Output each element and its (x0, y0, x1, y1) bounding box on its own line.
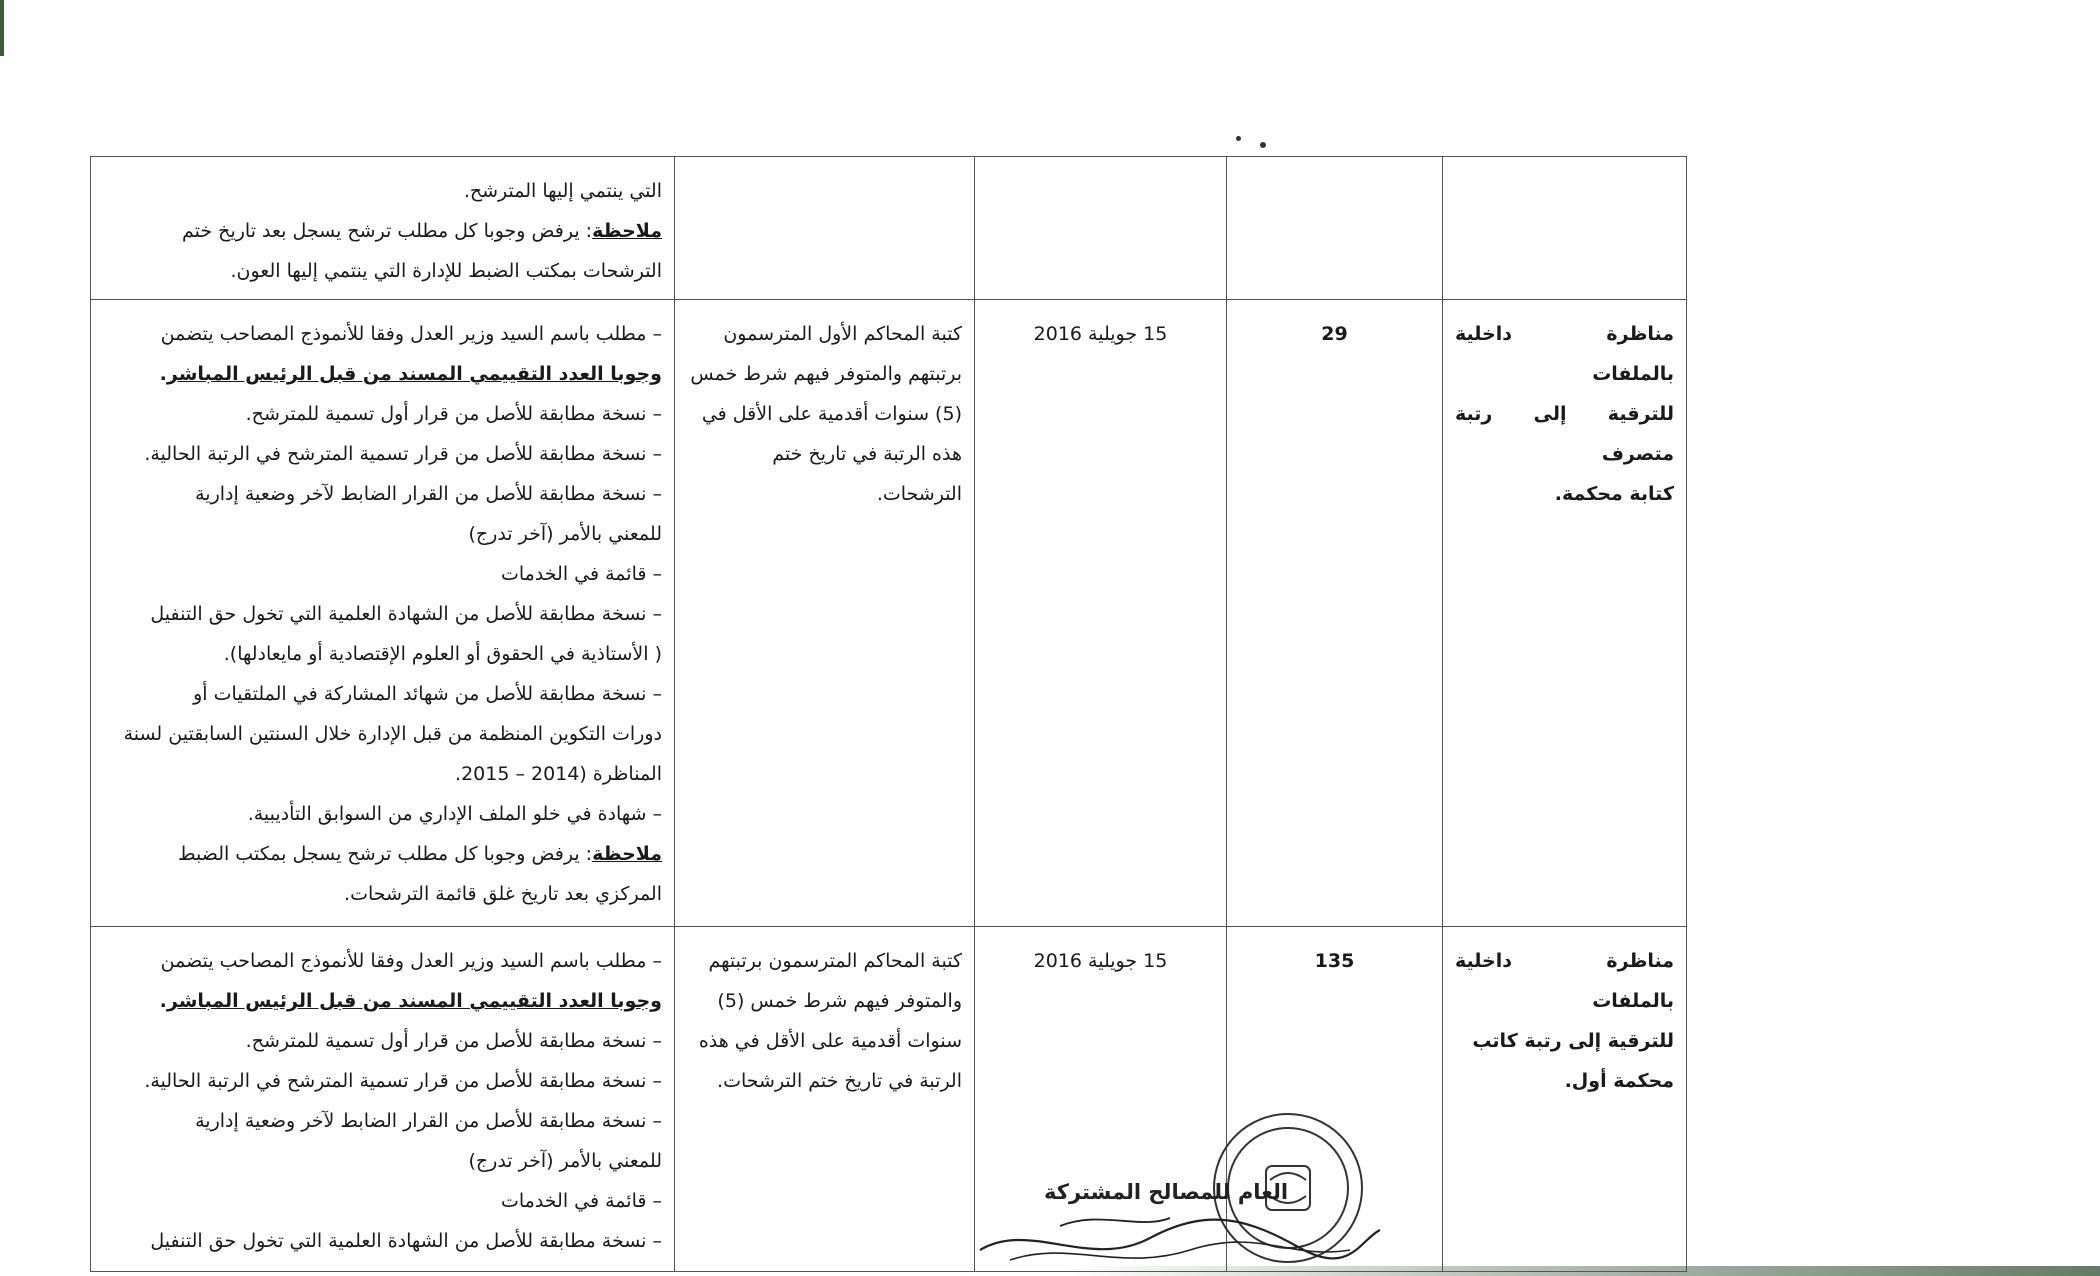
condition-line: (5) سنوات أقدمية على الأقل في (701, 403, 962, 425)
competition-name-line: للترقية إلى رتبة كاتب (1472, 1030, 1674, 1052)
posts-count-cell: 135 (1227, 927, 1443, 1272)
speck (1260, 142, 1266, 148)
competition-name-cell (1443, 927, 1687, 1272)
table-row (91, 927, 1687, 1272)
posts-count-cell: 29 (1227, 300, 1443, 927)
document-line (103, 314, 662, 354)
document-line (103, 874, 662, 914)
document-line (103, 171, 662, 211)
document-text: المركزي بعد تاريخ غلق قائمة الترشحات. (344, 883, 662, 905)
document-text: للمعني بالأمر (آخر تدرج) (468, 1150, 662, 1172)
note-label: ملاحظة (592, 843, 662, 865)
document-line (103, 674, 662, 714)
document-text: – نسخة مطابقة للأصل من الشهادة العلمية التي تخول حق التنفيل (150, 1230, 662, 1252)
document-text: – نسخة مطابقة للأصل من القرار الضابط لآخر وضعية إدارية (195, 1110, 662, 1132)
signature-title: العام للمصالح المشتركة (1044, 1180, 1289, 1204)
document-line (103, 434, 662, 474)
document-line (103, 1101, 662, 1141)
condition-line: كتبة المحاكم المترسمون برتبتهم (708, 950, 962, 972)
underlined-requirement: وجوبا العدد التقييمي المسند من قبل الرئيس المباشر (166, 990, 662, 1012)
eligibility-conditions-cell (675, 300, 975, 927)
eligibility-conditions-cell (675, 927, 975, 1272)
condition-line: برتبتهم والمتوفر فيهم شرط خمس (690, 363, 962, 385)
document-text: – مطلب باسم السيد وزير العدل وفقا للأنموذج المصاحب يتضمن (160, 323, 662, 345)
condition-line: هذه الرتبة في تاريخ ختم (772, 443, 962, 465)
document-line (103, 514, 662, 554)
document-line (103, 981, 662, 1021)
deadline-date-cell: 15 جويلية 2016 (975, 300, 1227, 927)
document-text: – نسخة مطابقة للأصل من قرار أول تسمية للمترشح. (245, 403, 662, 425)
document-text: المناظرة (2014 – 2015. (455, 763, 662, 785)
document-text: – نسخة مطابقة للأصل من الشهادة العلمية التي تخول حق التنفيل (150, 603, 662, 625)
document-line (103, 941, 662, 981)
document-line (103, 1221, 662, 1261)
document-text: – قائمة في الخدمات (500, 1190, 662, 1212)
document-line (103, 211, 662, 251)
competition-name-line: للترقية إلى رتبة متصرف (1455, 403, 1674, 465)
document-text: – نسخة مطابقة للأصل من القرار الضابط لآخر وضعية إدارية (195, 483, 662, 505)
document-text: – شهادة في خلو الملف الإداري من السوابق التأديبية. (247, 803, 662, 825)
document-text: – قائمة في الخدمات (500, 563, 662, 585)
required-documents-cell (91, 300, 675, 927)
document-text: دورات التكوين المنظمة من قبل الإدارة خلال السنتين السابقتين لسنة (123, 723, 662, 745)
document-line (103, 714, 662, 754)
competition-name-line: مناظرة داخلية بالملفات (1455, 950, 1674, 1012)
condition-line: الرتبة في تاريخ ختم الترشحات. (717, 1070, 962, 1092)
document-line (103, 554, 662, 594)
document-line (103, 1181, 662, 1221)
document-text: – نسخة مطابقة للأصل من شهائد المشاركة في الملتقيات أو (193, 683, 662, 705)
document-text: ( الأستاذية في الحقوق أو العلوم الإقتصادية أو مايعادلها). (223, 643, 662, 665)
competition-table (90, 156, 1687, 1272)
deadline-date-cell: 15 جويلية 2016 (975, 927, 1227, 1272)
document-line (103, 1141, 662, 1181)
document-text: – نسخة مطابقة للأصل من قرار أول تسمية للمترشح. (245, 1030, 662, 1052)
required-documents-cell (91, 157, 675, 300)
condition-line: الترشحات. (876, 483, 962, 505)
document-line (103, 634, 662, 674)
document-text: . (159, 363, 167, 385)
document-line (103, 1061, 662, 1101)
condition-line: سنوات أقدمية على الأقل في هذه (698, 1030, 962, 1052)
document-line (103, 251, 662, 291)
deadline-date-cell (975, 157, 1227, 300)
document-line (103, 834, 662, 874)
competition-name-cell (1443, 157, 1687, 300)
document-text: – مطلب باسم السيد وزير العدل وفقا للأنموذج المصاحب يتضمن (160, 950, 662, 972)
competition-name-line: كتابة محكمة. (1554, 483, 1674, 505)
condition-line: كتبة المحاكم الأول المترسمون (723, 323, 962, 345)
document-text: . (159, 990, 167, 1012)
underlined-requirement: وجوبا العدد التقييمي المسند من قبل الرئيس المباشر (166, 363, 662, 385)
required-documents-cell (91, 927, 675, 1272)
competition-name-line: محكمة أول. (1564, 1070, 1674, 1092)
document-line (103, 474, 662, 514)
document-line (103, 1021, 662, 1061)
competition-name-line: مناظرة داخلية بالملفات (1455, 323, 1674, 385)
document-text: التي ينتمي إليها المترشح. (463, 180, 662, 202)
table-row (91, 157, 1687, 300)
document-text: : يرفض وجوبا كل مطلب ترشح يسجل بعد تاريخ ختم (182, 220, 593, 242)
document-line (103, 354, 662, 394)
posts-count-cell (1227, 157, 1443, 300)
table-row (91, 300, 1687, 927)
eligibility-conditions-cell (675, 157, 975, 300)
scan-edge-top (0, 0, 4, 56)
document-line (103, 794, 662, 834)
competition-name-cell (1443, 300, 1687, 927)
document-text: : يرفض وجوبا كل مطلب ترشح يسجل بمكتب الضبط (177, 843, 593, 865)
note-label: ملاحظة (592, 220, 662, 242)
condition-line: والمتوفر فيهم شرط خمس (5) (717, 990, 962, 1012)
document-line (103, 594, 662, 634)
speck (1236, 136, 1241, 141)
document-line (103, 394, 662, 434)
document-text: الترشحات بمكتب الضبط للإدارة التي ينتمي إليها العون. (230, 260, 662, 282)
document-text: – نسخة مطابقة للأصل من قرار تسمية المترشح في الرتبة الحالية. (144, 1070, 662, 1092)
document-text: – نسخة مطابقة للأصل من قرار تسمية المترشح في الرتبة الحالية. (144, 443, 662, 465)
document-text: للمعني بالأمر (آخر تدرج) (468, 523, 662, 545)
document-line (103, 754, 662, 794)
